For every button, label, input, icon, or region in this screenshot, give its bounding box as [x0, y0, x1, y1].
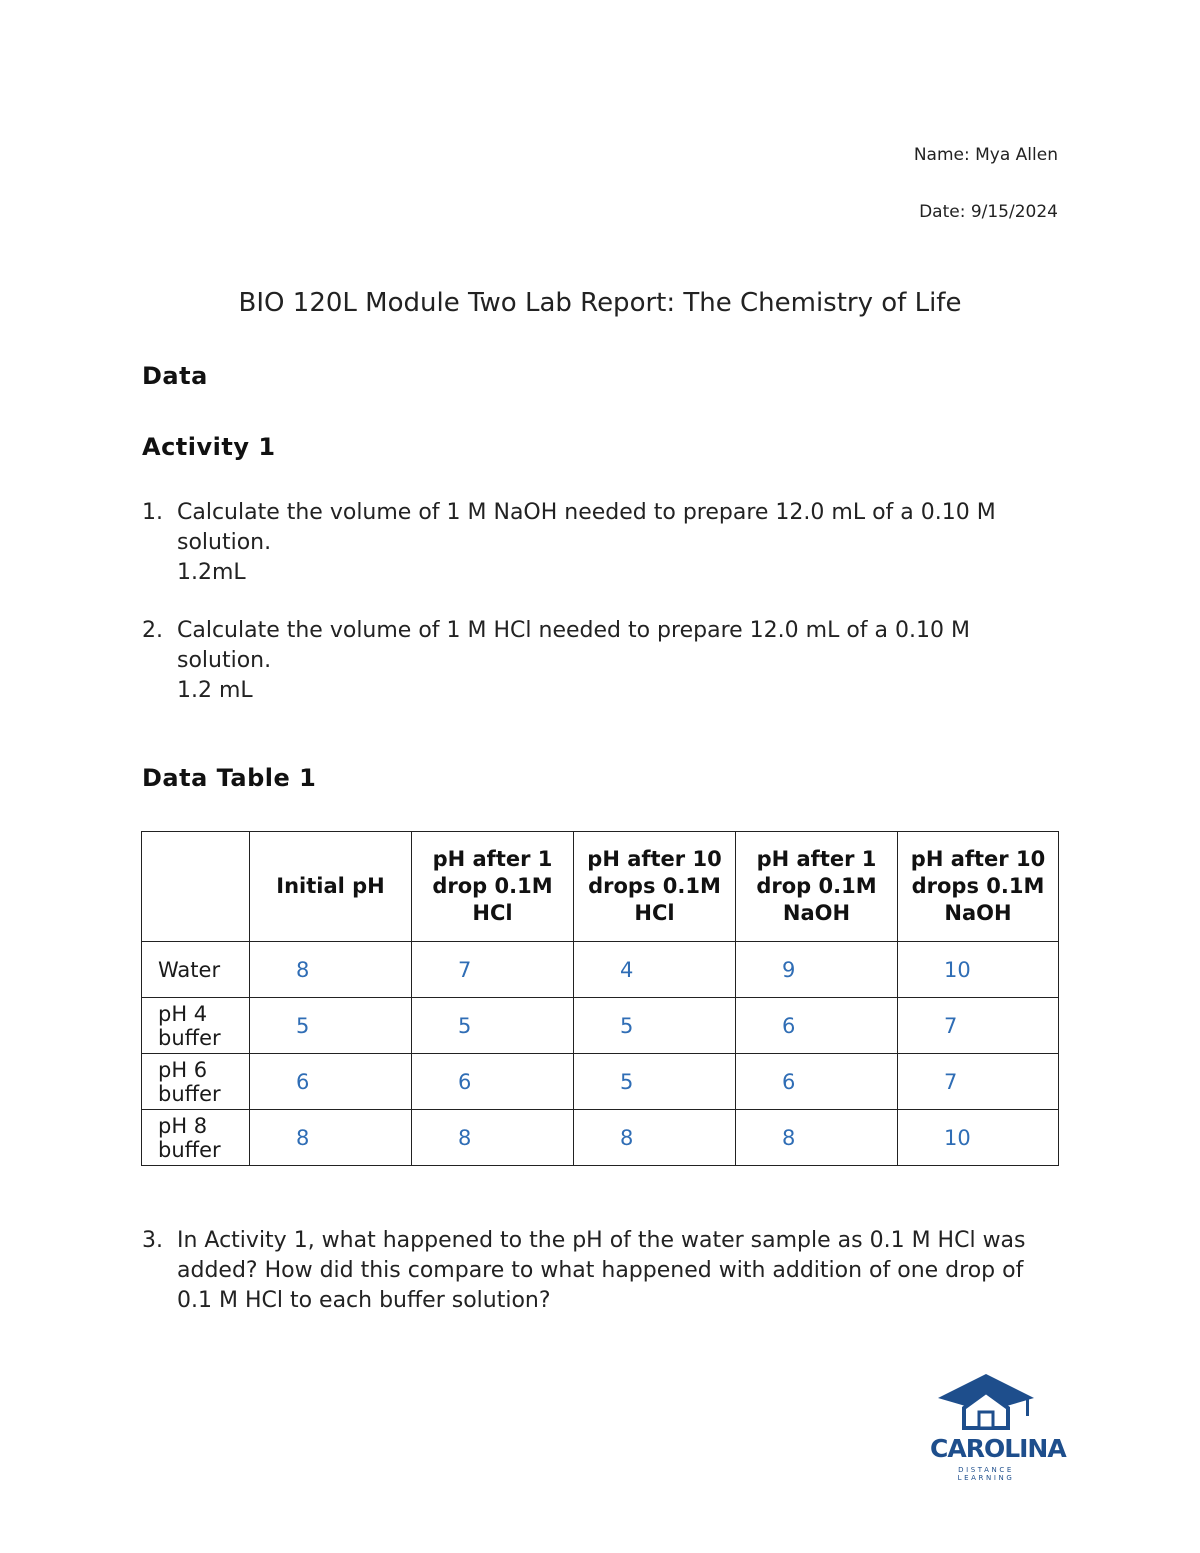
- section-heading-data: Data: [142, 362, 208, 390]
- table-cell: 10: [898, 1110, 1059, 1166]
- row-label: pH 8 buffer: [142, 1110, 250, 1166]
- question-text: Calculate the volume of 1 M HCl needed to prepare 12.0 mL of a 0.10 M solution.: [177, 618, 970, 673]
- table-row: [142, 1054, 1059, 1110]
- question-2: [142, 616, 1062, 706]
- table-cell: 6: [736, 1054, 898, 1110]
- table-header-row: [142, 832, 1059, 942]
- table-header-cell: pH after 1 drop 0.1M NaOH: [736, 832, 898, 942]
- report-title: BIO 120L Module Two Lab Report: The Chemistry of Life: [238, 288, 962, 318]
- question-text: Calculate the volume of 1 M NaOH needed to prepare 12.0 mL of a 0.10 M solution.: [177, 500, 996, 555]
- table-cell: 5: [574, 1054, 736, 1110]
- question-text: In Activity 1, what happened to the pH of the water sample as 0.1 M HCl was added? How did this compare to what happened with addition of one drop of 0.1 M HCl to each buffer solution?: [177, 1228, 1026, 1313]
- row-label: pH 4 buffer: [142, 998, 250, 1054]
- table-header-cell: pH after 10 drops 0.1M HCl: [574, 832, 736, 942]
- table-header-cell: pH after 10 drops 0.1M NaOH: [898, 832, 1059, 942]
- table-cell: 5: [250, 998, 412, 1054]
- table-cell: 7: [898, 1054, 1059, 1110]
- table-cell: 6: [250, 1054, 412, 1110]
- table-header-cell: pH after 1 drop 0.1M HCl: [412, 832, 574, 942]
- table-row: [142, 1110, 1059, 1166]
- table-cell: 8: [412, 1110, 574, 1166]
- table-header-cell: Initial pH: [250, 832, 412, 942]
- question-number: 3.: [142, 1228, 163, 1253]
- table-cell: 5: [574, 998, 736, 1054]
- table-cell: 8: [250, 1110, 412, 1166]
- section-heading-activity: Activity 1: [142, 433, 276, 461]
- report-date: Date: 9/15/2024: [919, 202, 1058, 222]
- table-cell: 9: [736, 942, 898, 998]
- table-cell: 4: [574, 942, 736, 998]
- table-cell: 6: [412, 1054, 574, 1110]
- graduation-cap-house-icon: [930, 1370, 1042, 1432]
- question-answer: 1.2 mL: [177, 678, 253, 703]
- logo-name: CAROLINA: [930, 1434, 1066, 1463]
- question-answer: 1.2mL: [177, 560, 246, 585]
- question-number: 2.: [142, 618, 163, 643]
- data-table-1: [141, 831, 1059, 1166]
- table-cell: 10: [898, 942, 1059, 998]
- table-cell: 8: [736, 1110, 898, 1166]
- question-1: [142, 498, 1062, 588]
- table-row: [142, 998, 1059, 1054]
- table-cell: 6: [736, 998, 898, 1054]
- table-cell: 8: [250, 942, 412, 998]
- table-row: [142, 942, 1059, 998]
- table-cell: 8: [574, 1110, 736, 1166]
- table-header-cell: [142, 832, 250, 942]
- carolina-logo: [930, 1370, 1066, 1482]
- question-number: 1.: [142, 500, 163, 525]
- row-label: pH 6 buffer: [142, 1054, 250, 1110]
- question-3: [142, 1226, 1062, 1316]
- section-heading-data-table: Data Table 1: [142, 764, 317, 792]
- student-name: Name: Mya Allen: [913, 145, 1058, 165]
- row-label: Water: [142, 942, 250, 998]
- table-cell: 5: [412, 998, 574, 1054]
- logo-subtitle: DISTANCE LEARNING: [957, 1466, 1015, 1482]
- table-cell: 7: [412, 942, 574, 998]
- table-cell: 7: [898, 998, 1059, 1054]
